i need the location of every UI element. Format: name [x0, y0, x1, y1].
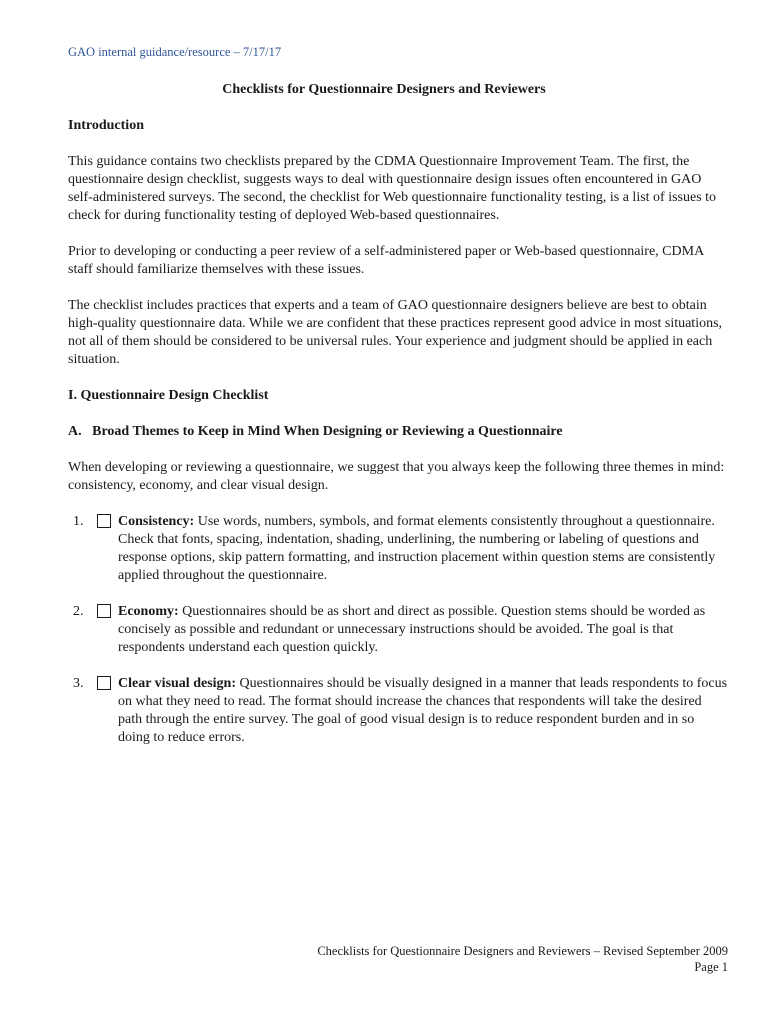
document-title: Checklists for Questionnaire Designers and Reviewers — [222, 82, 546, 97]
header-note: GAO internal guidance/resource – 7/17/17 — [68, 45, 282, 59]
intro-paragraph-2: Prior to developing or conducting a peer review of a self-administered paper or Web-based questionnaire, CDMA staff should familiarize themselves with these issues. — [68, 244, 704, 277]
item-text: Use words, numbers, symbols, and format elements consistently throughout a questionnaire. Check that fonts, spacing, indentation, shading, underlining, the numbering or labeling of questions and response options, skip pattern formatting, and instruction placement within question stems are consistently applied throughout the questionnaire. — [118, 514, 716, 583]
theme-checklist — [68, 513, 728, 747]
checkbox[interactable] — [97, 604, 111, 618]
document-body — [68, 117, 728, 765]
section-lead: When developing or reviewing a questionnaire, we suggest that you always keep the following three themes in mind: consistency, economy, and clear visual design. — [68, 460, 725, 493]
checklist-item-visual-design — [68, 675, 728, 747]
page-footer — [317, 943, 728, 975]
intro-paragraph-1: This guidance contains two checklists prepared by the CDMA Questionnaire Improvement Team. The first, the questionnaire design checklist, suggests ways to deal with questionnaire design issues often encountered in GAO self-administered surveys. The second, the checklist for Web questionnaire functionality testing, is a list of issues to check for during functionality testing of deployed Web-based questionnaires. — [68, 154, 717, 223]
intro-paragraph-3: The checklist includes practices that experts and a team of GAO questionnaire designers believe are best to obtain high-quality questionnaire data. While we are confident that these practices represent good advice in most situations, not all of them should be considered to be universal rules. Your experience and judgment should be applied in each situation. — [68, 298, 723, 367]
item-term: Clear visual design: — [118, 676, 236, 691]
checkbox[interactable] — [97, 676, 111, 690]
page-number: Page 1 — [694, 960, 728, 974]
item-number: 2. — [73, 604, 84, 619]
checklist-item-economy — [68, 603, 728, 657]
intro-heading: Introduction — [68, 118, 144, 133]
item-number: 1. — [73, 514, 84, 529]
checkbox[interactable] — [97, 514, 111, 528]
section-heading: I. Questionnaire Design Checklist — [68, 388, 269, 403]
item-text: Questionnaires should be as short and direct as possible. Question stems should be worded as concisely as possible and redundant or unnecessary instructions should be avoided. The goal is that respondents understand each question quickly. — [118, 604, 706, 655]
item-text: Questionnaires should be visually designed in a manner that leads respondents to focus on what they need to read. The format should increase the chances that respondents will take the desired path through the entire survey. The goal of good visual design is to reduce respondent burden and in so doing to reduce errors. — [118, 676, 728, 745]
footer-title: Checklists for Questionnaire Designers and Reviewers – Revised September 2009 — [317, 944, 728, 958]
section-subheading: A. Broad Themes to Keep in Mind When Designing or Reviewing a Questionnaire — [68, 424, 563, 439]
item-term: Consistency: — [118, 514, 195, 529]
checklist-item-consistency — [68, 513, 728, 585]
item-number: 3. — [73, 676, 84, 691]
item-term: Economy: — [118, 604, 179, 619]
